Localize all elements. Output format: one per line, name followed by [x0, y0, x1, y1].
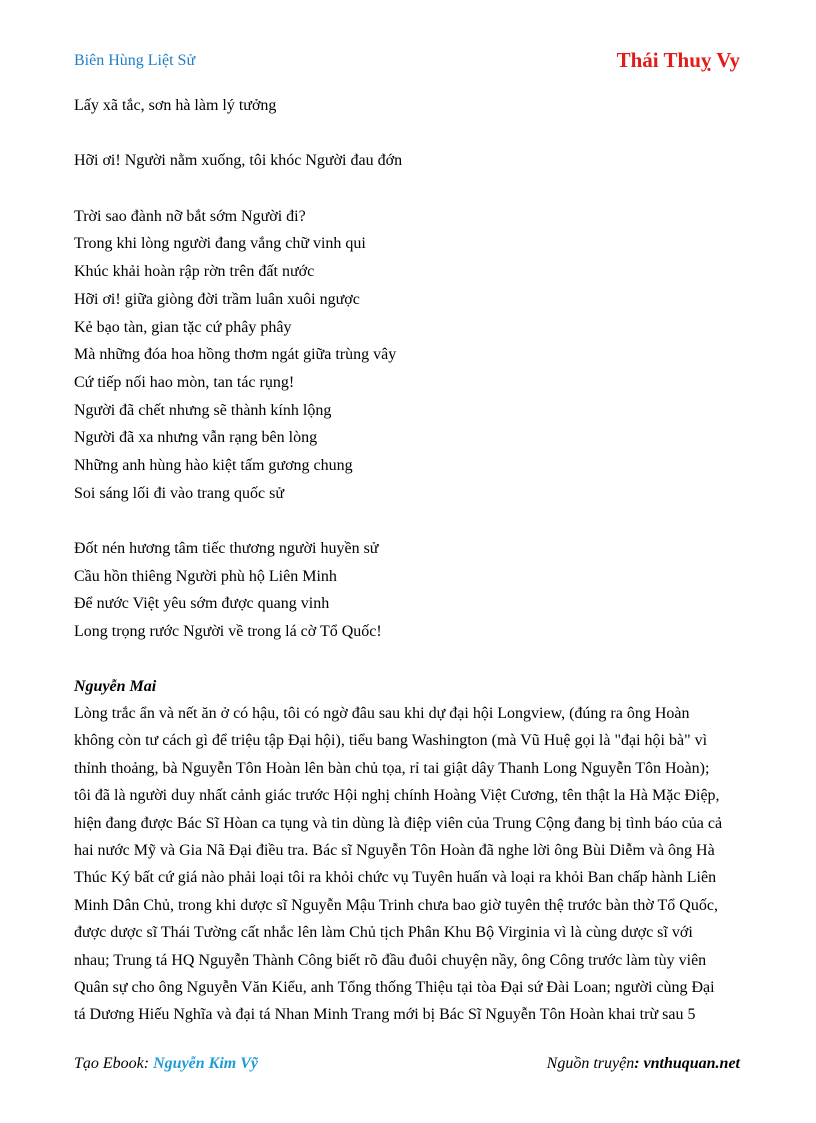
footer-ebook-name[interactable]: Nguyễn Kim Vỹ	[153, 1055, 258, 1072]
footer-ebook-separator: :	[143, 1055, 154, 1072]
prose-line: thỉnh thoảng, bà Nguyễn Tôn Hoàn lên bàn chủ tọa, rỉ tai giật dây Thanh Long Nguyễn Tôn Hoàn);	[74, 759, 710, 777]
prose-line: Lòng trắc ẩn và nết ăn ở có hậu, tôi có ngờ đâu sau khi dự đại hội Longview, (đúng ra ông Hoàn	[74, 705, 690, 722]
poem-line: Trong khi lòng người đang vắng chữ vinh qui	[74, 235, 366, 253]
poem-line: Khúc khải hoàn rập rờn trên đất nước	[74, 263, 315, 281]
prose-line: tôi đã là người duy nhất cảnh giác trước Hội nghị chính Hoàng Việt Cương, tên thật la Hà Mặc Điệp,	[74, 787, 720, 805]
prose-line: hai nước Mỹ và Gia Nã Đại điều tra. Bác sĩ Nguyễn Tôn Hoàn đã nghe lời ông Bùi Diễm và ông Hà	[74, 841, 715, 859]
prose-line: Quân sự cho ông Nguyễn Văn Kiểu, anh Tổng thống Thiệu tại tòa Đại sứ Đài Loan; người cùng Đại	[74, 978, 715, 996]
poem-line: Kẻ bạo tàn, gian tặc cứ phây phây	[74, 318, 292, 336]
footer-ebook-credit	[74, 1055, 258, 1073]
poem-line: Những anh hùng hào kiệt tấm gương chung	[74, 456, 353, 474]
prose-line: hiện đang được Bác Sĩ Hòan ca tụng và tin dùng là điệp viên của Trung Cộng đang bị tình báo của cả	[74, 814, 723, 832]
poem-line: Đốt nén hương tâm tiếc thương người huyền sử	[74, 540, 379, 557]
poem-line: Mà những đóa hoa hồng thơm ngát giữa trùng vây	[74, 346, 397, 364]
poem-line: Trời sao đành nỡ bắt sớm Người đi?	[74, 207, 306, 225]
poem-line: Hỡi ơi! giữa giòng đời trầm luân xuôi ngược	[74, 290, 360, 308]
poem-line: Cầu hồn thiêng Người phù hộ Liên Minh	[74, 567, 337, 585]
poem-line: Soi sáng lối đi vào trang quốc sử	[74, 484, 284, 502]
prose-line: được dược sĩ Thái Tường cất nhắc lên làm Chủ tịch Phân Khu Bộ Virginia vì là cùng dược sĩ với	[74, 924, 693, 942]
poem-signature: Nguyễn Mai	[74, 678, 157, 695]
poem-line: Cứ tiếp nối hao mòn, tan tác rụng!	[74, 373, 295, 391]
author-name: Thái Thuỵ Vy	[616, 48, 740, 72]
poem	[74, 92, 402, 646]
poem-line: Người đã xa nhưng vẫn rạng bên lòng	[74, 429, 318, 447]
poem-line: Long trọng rước Người về trong lá cờ Tổ Quốc!	[74, 623, 382, 641]
book-title: Biên Hùng Liệt Sử	[74, 52, 196, 69]
footer-source-link[interactable]: vnthuquan.net	[643, 1055, 740, 1072]
prose-line: Thúc Ký bất cứ giá nào phải loại tôi ra khỏi chức vụ Tuyên huấn và loại ra khỏi Ban chấp hành Liên	[74, 869, 717, 887]
poem-line: Để nước Việt yêu sớm được quang vinh	[74, 595, 330, 613]
prose-paragraph	[74, 700, 744, 1029]
prose-line: không còn tư cách gì để triệu tập Đại hội), tiểu bang Washington (mà Vũ Huệ gọi là "đại hội bà" vì	[74, 732, 708, 750]
poem-line: Người đã chết nhưng sẽ thành kính lộng	[74, 401, 332, 419]
prose-line: tá Dương Hiếu Nghĩa và đại tá Nhan Minh Trang mới bị Bác Sĩ Nguyễn Tôn Hoàn khai trừ sau 5	[74, 1006, 696, 1024]
poem-line: Lấy xã tắc, sơn hà làm lý tưởng	[74, 97, 277, 114]
footer-source-separator: :	[634, 1055, 644, 1072]
footer-source-label: Nguồn truyện	[546, 1055, 635, 1072]
footer-source-credit	[547, 1055, 740, 1073]
prose-line: nhau; Trung tá HQ Nguyễn Thành Công biết rõ đầu đuôi chuyện nầy, ông Công trước làm tùy viên	[74, 951, 707, 969]
poem-line: Hỡi ơi! Người nằm xuống, tôi khóc Người đau đớn	[74, 152, 403, 170]
prose-line: Minh Dân Chủ, trong khi dược sĩ Nguyễn Mậu Trinh chưa bao giờ tuyên thệ trước bàn thờ Tổ Quốc,	[74, 896, 718, 914]
footer-ebook-label: Tạo Ebook	[74, 1055, 144, 1072]
